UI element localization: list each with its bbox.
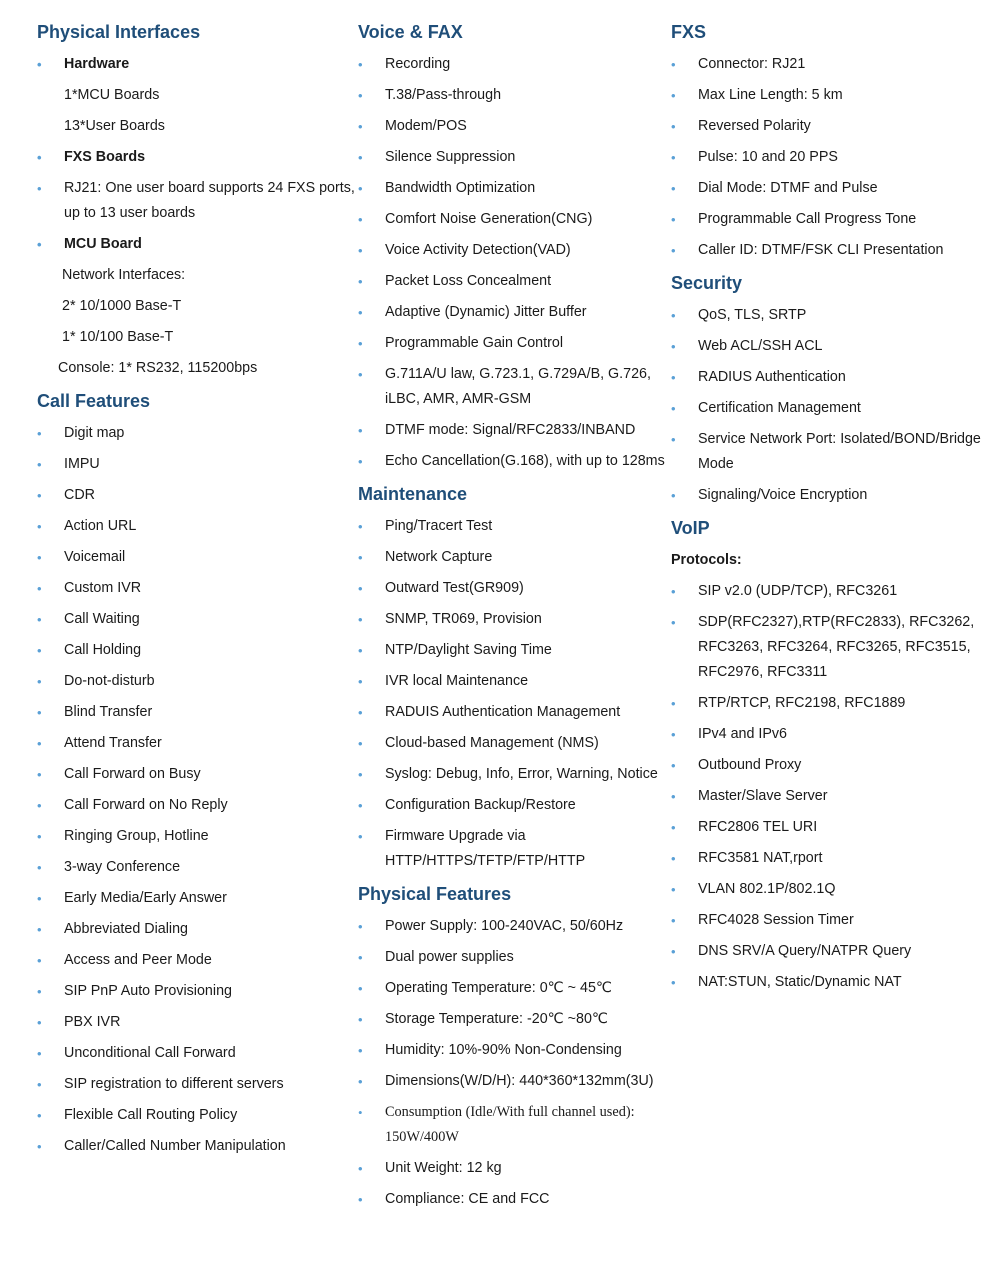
list-item: • IPv4 and IPv6	[671, 722, 986, 747]
list-item: • Ringing Group, Hotline	[37, 824, 355, 849]
section-voice-fax	[358, 18, 668, 474]
list-item: • RADIUS Authentication	[671, 365, 986, 390]
list-item: • SIP registration to different servers	[37, 1072, 355, 1097]
list-item: • Unconditional Call Forward	[37, 1041, 355, 1066]
list-item: • Storage Temperature: -20℃ ~80℃	[358, 1007, 668, 1032]
list-item: • RFC2806 TEL URI	[671, 815, 986, 840]
list-item: • Packet Loss Concealment	[358, 269, 668, 294]
physical-features-list	[358, 914, 668, 1212]
list-item: • Access and Peer Mode	[37, 948, 355, 973]
list-item: • Caller ID: DTMF/FSK CLI Presentation	[671, 238, 986, 263]
list-item: • 3-way Conference	[37, 855, 355, 880]
list-item: • Max Line Length: 5 km	[671, 83, 986, 108]
list-item: • Dial Mode: DTMF and Pulse	[671, 176, 986, 201]
list-item: • Programmable Call Progress Tone	[671, 207, 986, 232]
list-item: • SNMP, TR069, Provision	[358, 607, 668, 632]
list-item: • Action URL	[37, 514, 355, 539]
list-item: • Dimensions(W/D/H): 440*360*132mm(3U)	[358, 1069, 668, 1094]
list-item: • FXS Boards	[37, 145, 355, 170]
list-item: • MCU Board	[37, 232, 355, 257]
maintenance-list	[358, 514, 668, 874]
list-item: • VLAN 802.1P/802.1Q	[671, 877, 986, 902]
column-middle	[358, 18, 668, 1218]
list-item: 13*User Boards	[64, 118, 165, 134]
list-item: • QoS, TLS, SRTP	[671, 303, 986, 328]
list-item: • Digit map	[37, 421, 355, 446]
list-item: • Hardware	[37, 52, 355, 77]
list-item: • RFC3581 NAT,rport	[671, 846, 986, 871]
list-item: • Recording	[358, 52, 668, 77]
section-maintenance	[358, 480, 668, 874]
list-item: • Compliance: CE and FCC	[358, 1187, 668, 1212]
list-item: • Power Supply: 100-240VAC, 50/60Hz	[358, 914, 668, 939]
list-item: 2* 10/1000 Base-T	[62, 298, 182, 314]
list-item: • SDP(RFC2327),RTP(RFC2833), RFC3262, RFC3263, RFC3264, RFC3265, RFC3515, RFC2976, RFC3311	[671, 610, 986, 685]
list-item: • Syslog: Debug, Info, Error, Warning, Notice	[358, 762, 668, 787]
protocols-subheading: Protocols:	[671, 552, 742, 568]
list-item: • Outward Test(GR909)	[358, 576, 668, 601]
call-features-list	[37, 421, 355, 1159]
section-title: Physical Features	[358, 884, 512, 904]
fxs-list	[671, 52, 986, 263]
list-item: • Connector: RJ21	[671, 52, 986, 77]
list-item: • RFC4028 Session Timer	[671, 908, 986, 933]
list-item: • IMPU	[37, 452, 355, 477]
section-call-features	[37, 387, 355, 1159]
list-item: • RTP/RTCP, RFC2198, RFC1889	[671, 691, 986, 716]
list-item: • SIP PnP Auto Provisioning	[37, 979, 355, 1004]
list-item: • Service Network Port: Isolated/BOND/Bridge Mode	[671, 427, 986, 477]
list-item: • PBX IVR	[37, 1010, 355, 1035]
section-voip	[671, 514, 986, 995]
section-title: Security	[671, 273, 743, 293]
list-item: • Echo Cancellation(G.168), with up to 128ms	[358, 449, 668, 474]
list-item: • Ping/Tracert Test	[358, 514, 668, 539]
list-item: • Do-not-disturb	[37, 669, 355, 694]
list-item: • Caller/Called Number Manipulation	[37, 1134, 355, 1159]
list-item: • Call Waiting	[37, 607, 355, 632]
section-title: Maintenance	[358, 484, 468, 504]
list-item: • Voice Activity Detection(VAD)	[358, 238, 668, 263]
list-item: • CDR	[37, 483, 355, 508]
list-item: • G.711A/U law, G.723.1, G.729A/B, G.726, iLBC, AMR, AMR-GSM	[358, 362, 668, 412]
section-fxs	[671, 18, 986, 263]
list-item: • Firmware Upgrade via HTTP/HTTPS/TFTP/FTP/HTTP	[358, 824, 668, 874]
list-item: • Programmable Gain Control	[358, 331, 668, 356]
list-item: • Bandwidth Optimization	[358, 176, 668, 201]
list-item: • Outbound Proxy	[671, 753, 986, 778]
section-title: Physical Interfaces	[37, 22, 201, 42]
list-item: • Silence Suppression	[358, 145, 668, 170]
voice-fax-list	[358, 52, 668, 474]
list-item: • RJ21: One user board supports 24 FXS ports, up to 13 user boards	[37, 176, 355, 226]
column-left	[37, 18, 355, 1165]
list-item: • Dual power supplies	[358, 945, 668, 970]
list-item: • Reversed Polarity	[671, 114, 986, 139]
security-list	[671, 303, 986, 508]
list-item: • Voicemail	[37, 545, 355, 570]
list-item: • Pulse: 10 and 20 PPS	[671, 145, 986, 170]
list-item: • Call Forward on No Reply	[37, 793, 355, 818]
section-title: VoIP	[671, 518, 710, 538]
list-item: • Comfort Noise Generation(CNG)	[358, 207, 668, 232]
list-item: • Modem/POS	[358, 114, 668, 139]
list-item: • IVR local Maintenance	[358, 669, 668, 694]
list-item: • Early Media/Early Answer	[37, 886, 355, 911]
list-item: • NAT:STUN, Static/Dynamic NAT	[671, 970, 986, 995]
list-item: • DNS SRV/A Query/NATPR Query	[671, 939, 986, 964]
list-item: • Humidity: 10%-90% Non-Condensing	[358, 1038, 668, 1063]
column-right	[671, 18, 986, 1001]
list-item: • SIP v2.0 (UDP/TCP), RFC3261	[671, 579, 986, 604]
list-item: • Custom IVR	[37, 576, 355, 601]
list-item: • Call Forward on Busy	[37, 762, 355, 787]
list-item: Console: 1* RS232, 115200bps	[58, 360, 258, 376]
list-item: • Attend Transfer	[37, 731, 355, 756]
list-item: • Cloud-based Management (NMS)	[358, 731, 668, 756]
list-item: • Flexible Call Routing Policy	[37, 1103, 355, 1128]
list-item: • Adaptive (Dynamic) Jitter Buffer	[358, 300, 668, 325]
section-title: FXS	[671, 22, 707, 42]
list-item: • Blind Transfer	[37, 700, 355, 725]
list-item: • Signaling/Voice Encryption	[671, 483, 986, 508]
list-item: Network Interfaces:	[62, 267, 186, 283]
list-item: • NTP/Daylight Saving Time	[358, 638, 668, 663]
section-physical-features	[358, 880, 668, 1212]
list-item: • Abbreviated Dialing	[37, 917, 355, 942]
list-item: • Master/Slave Server	[671, 784, 986, 809]
section-security	[671, 269, 986, 508]
list-item: 1*MCU Boards	[64, 87, 160, 103]
physical-interfaces-list	[37, 52, 355, 381]
list-item: • Operating Temperature: 0℃ ~ 45℃	[358, 976, 668, 1001]
list-item: • T.38/Pass-through	[358, 83, 668, 108]
section-title: Voice & FAX	[358, 22, 463, 42]
list-item: • Network Capture	[358, 545, 668, 570]
list-item: • Unit Weight: 12 kg	[358, 1156, 668, 1181]
list-item: • Consumption (Idle/With full channel used): 150W/400W	[358, 1100, 668, 1150]
list-item: • DTMF mode: Signal/RFC2833/INBAND	[358, 418, 668, 443]
section-physical-interfaces	[37, 18, 355, 381]
list-item: • Web ACL/SSH ACL	[671, 334, 986, 359]
voip-list	[671, 579, 986, 995]
list-item: • RADUIS Authentication Management	[358, 700, 668, 725]
list-item: • Call Holding	[37, 638, 355, 663]
list-item: • Certification Management	[671, 396, 986, 421]
list-item: 1* 10/100 Base-T	[62, 329, 174, 345]
list-item: • Configuration Backup/Restore	[358, 793, 668, 818]
section-title: Call Features	[37, 391, 151, 411]
